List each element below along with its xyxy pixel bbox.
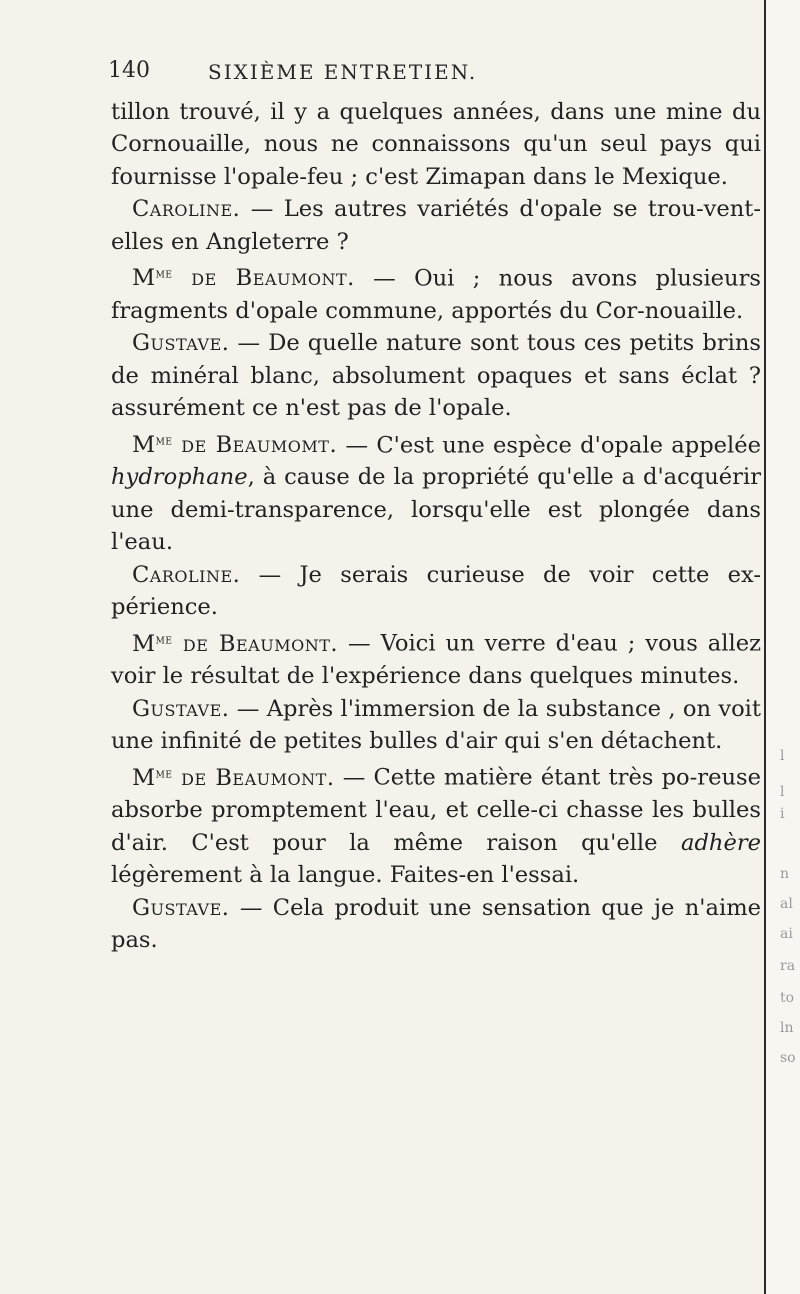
edge-letter: n — [780, 866, 790, 882]
paragraph — [111, 623, 761, 692]
speaker-superscript: me — [155, 765, 173, 782]
paragraph — [111, 892, 761, 957]
speaker-prefix: M — [132, 630, 156, 657]
paragraph — [111, 693, 761, 758]
speaker-name — [132, 265, 355, 291]
speaker-name: Caroline. — [132, 196, 241, 223]
speaker-superscript: me — [155, 266, 173, 283]
paragraph — [111, 425, 761, 559]
paragraph — [111, 96, 761, 193]
paragraph-text: — Oui ; nous avons plusieurs fragments d'opale commune, apportés du Cor-nouaille. — [111, 265, 761, 324]
paragraph-text: tillon trouvé, il y a quelques années, dans une mine du Cornouaille, nous ne connaissons qu'un seul pays qui fournisse l'opale-feu ; c'est Zimapan dans le Mexique. — [111, 99, 761, 190]
speaker-surname: de Beaumont. — [172, 265, 355, 292]
paragraph-text: — Voici un verre d'eau ; vous allez voir le résultat de l'expérience dans quelques minutes. — [111, 630, 761, 690]
edge-letter: l — [780, 784, 785, 800]
body-text — [111, 96, 761, 956]
paragraph-text: — Les autres variétés d'opale se trou-vent-elles en Angleterre ? — [111, 196, 761, 255]
speaker-superscript: me — [155, 631, 173, 648]
paragraph-text: , à cause de la propriété qu'elle a d'acquérir une demi-transparence, lorsqu'elle est plongée dans l'eau. — [111, 464, 761, 556]
speaker-name — [132, 432, 337, 458]
speaker-name: Caroline. — [132, 561, 241, 588]
page-header — [108, 58, 568, 92]
paragraph-text: — Après l'immersion de la substance , on voit une infinité de petites bulles d'air qui s'en détachent. — [111, 695, 761, 755]
paragraph-text: — C'est une espèce d'opale appelée — [337, 431, 761, 458]
paragraph-text: — Je serais curieuse de voir cette ex-périence. — [111, 561, 761, 620]
paragraph — [111, 258, 761, 327]
running-title: SIXIÈME ENTRETIEN. — [208, 60, 478, 84]
paragraph — [111, 193, 761, 258]
speaker-surname: de Beaumomt. — [172, 431, 338, 458]
paragraph-text: légèrement à la langue. Faites-en l'essai. — [111, 862, 580, 889]
speaker-name: Gustave. — [132, 894, 230, 921]
speaker-name — [132, 765, 335, 791]
page-number: 140 — [108, 58, 150, 83]
paragraph — [111, 559, 761, 624]
speaker-superscript: me — [155, 432, 173, 449]
speaker-surname: de Beaumont. — [172, 630, 339, 657]
edge-letter: al — [780, 896, 793, 912]
paragraph-text: — Cette matière étant très po-reuse absorbe promptement l'eau, et celle-ci chasse les bulles d'air. C'est pour la même raison qu'elle — [111, 764, 761, 856]
speaker-name: Gustave. — [132, 330, 230, 357]
edge-letter: ln — [780, 1020, 794, 1036]
paragraph-text: — De quelle nature sont tous ces petits brins de minéral blanc, absolument opaques et sans éclat ? assurément ce n'est pas de l'opale. — [111, 330, 761, 422]
speaker-prefix: M — [132, 265, 156, 292]
paragraph-text: — Cela produit une sensation que je n'aime pas. — [111, 894, 761, 953]
edge-letter: to — [780, 990, 795, 1006]
speaker-name: Gustave. — [132, 695, 230, 722]
italic-term: hydrophane — [111, 464, 248, 491]
speaker-name — [132, 631, 338, 657]
speaker-prefix: M — [132, 431, 156, 458]
speaker-prefix: M — [132, 764, 156, 791]
next-page-edge — [764, 0, 800, 1294]
italic-term: adhère — [680, 829, 761, 856]
paragraph — [111, 327, 761, 424]
edge-letter: i — [780, 806, 785, 822]
edge-letter: ai — [780, 926, 793, 942]
edge-letter: ra — [780, 958, 796, 974]
edge-letter: l — [780, 748, 785, 764]
paragraph — [111, 757, 761, 891]
speaker-surname: de Beaumont. — [172, 764, 335, 791]
edge-letter: so — [780, 1050, 796, 1066]
